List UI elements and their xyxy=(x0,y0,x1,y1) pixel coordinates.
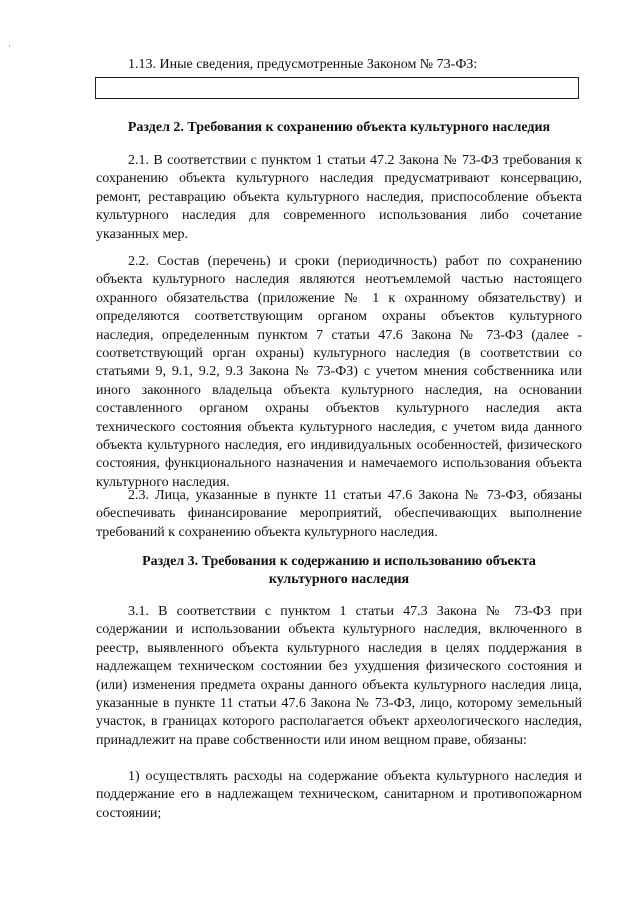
margin-mark: · xyxy=(8,41,11,51)
section-2-paragraph-2-1 xyxy=(96,152,582,244)
section-3-heading-line-1: Раздел 3. Требования к содержанию и использованию объекта xyxy=(142,554,536,569)
paragraph-text: 3.1. В соответствии с пунктом 1 статьи 47.3 Закона № 73-ФЗ при содержании и использовании объекта культурного наследия, включенного в реестр, выявленного объекта культурного наследия в целях поддержания в надлежащем техническом состоянии без ухудшения физического состояния и (или) изменения предмета охраны данного объекта культурного наследия лица, указанные в пункте 11 статьи 47.6 Закона № 73-ФЗ, лицо, которому земельный участок, в границах которого располагается объект археологического наследия, принадлежит на праве собственности или ином вещном праве, обязаны: xyxy=(96,604,582,748)
section-2-heading: Раздел 2. Требования к сохранению объекта культурного наследия xyxy=(127,120,551,135)
paragraph-text: 2.2. Состав (перечень) и сроки (периодичность) работ по сохранению объекта культурного наследия являются неотъемлемой частью настоящего охранного обязательства (приложение № 1 к охранному обязательству) и определяются соответствующим органом охраны объектов культурного наследия, определенным пунктом 7 статьи 47.6 Закона № 73-ФЗ (далее - соответствующий орган охраны) культурного наследия (в соответствии со статьями 9, 9.1, 9.2, 9.3 Закона № 73-ФЗ) с учетом мнения собственника или иного законного владельца объекта культурного наследия, на основании составленного органом охраны объектов культурного наследия акта технического состояния объекта культурного наследия, с учетом вида данного объекта культурного наследия, его индивидуальных особенностей, физического состояния, функционального назначения и намечаемого использования объекта культурного наследия. xyxy=(96,254,582,490)
section-3-heading-line-2: культурного наследия xyxy=(268,572,410,588)
section-2-paragraph-2-2 xyxy=(96,253,582,492)
item-1-13-answer-box xyxy=(95,77,579,99)
section-3-paragraph-3-1 xyxy=(96,603,582,750)
section-3-paragraph-3-1-item-1 xyxy=(96,768,582,823)
paragraph-text: 1) осуществлять расходы на содержание объекта культурного наследия и поддержание его в надлежащем техническом, санитарном и противопожарном состоянии; xyxy=(96,769,582,821)
paragraph-text: 2.1. В соответствии с пунктом 1 статьи 47.2 Закона № 73-ФЗ требования к сохранению объекта культурного наследия предусматривают консервацию, ремонт, реставрацию объекта культурного наследия, приспособление объекта культурного наследия для современного использования либо сочетание указанных мер. xyxy=(96,153,582,242)
paragraph-text: 2.3. Лица, указанные в пункте 11 статьи 47.6 Закона № 73-ФЗ, обязаны обеспечивать финансирование мероприятий, обеспечивающих выполнение требований к сохранению объекта культурного наследия. xyxy=(96,488,582,540)
item-1-13-label: 1.13. Иные сведения, предусмотренные Законом № 73-ФЗ: xyxy=(128,57,478,72)
section-2-paragraph-2-3 xyxy=(96,487,582,542)
section-3-heading xyxy=(96,553,582,590)
